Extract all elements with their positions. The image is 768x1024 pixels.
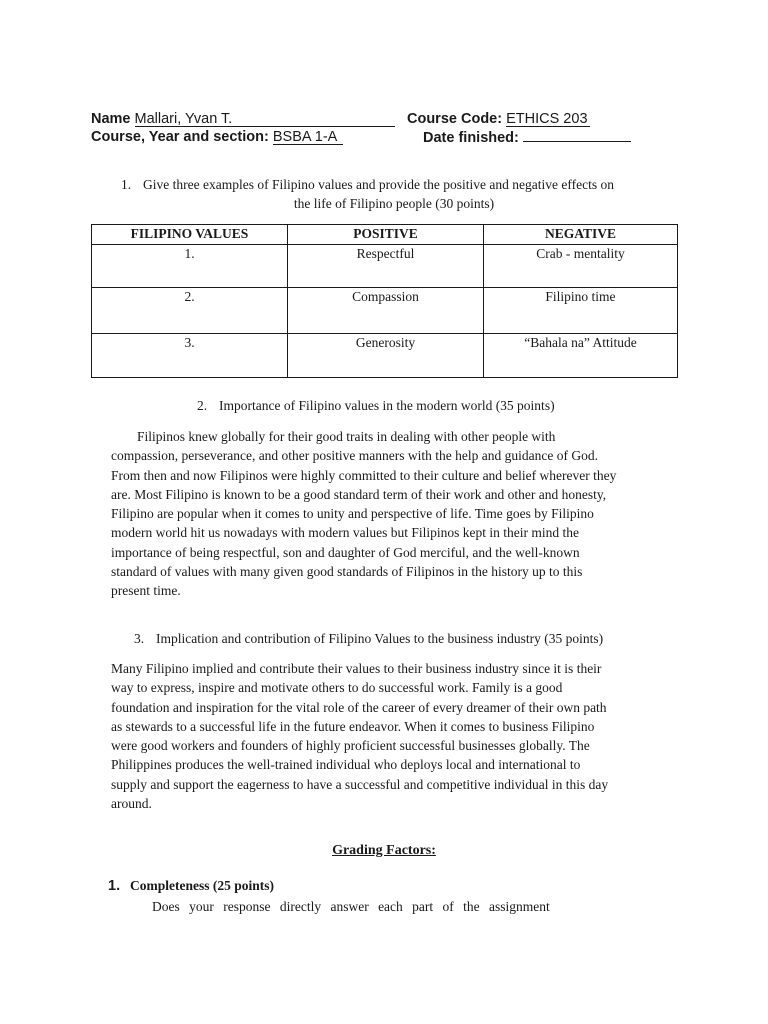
answer-line: modern world hit us nowadays with modern values but Filipinos kept in their mind the bbox=[111, 525, 579, 541]
column-header-values: FILIPINO VALUES bbox=[92, 225, 288, 245]
table-header-row bbox=[92, 225, 678, 245]
criterion-item bbox=[108, 877, 274, 895]
question-2-text: Importance of Filipino values in the modern world (35 points) bbox=[219, 398, 555, 413]
answer-line: way to express, inspire and motivate others to do successful work. Family is a good bbox=[111, 680, 563, 696]
name-value: Mallari, Yvan T. bbox=[135, 112, 395, 127]
table-cell: Filipino time bbox=[484, 288, 678, 334]
answer-line: Many Filipino implied and contribute their values to their business industry since it is their bbox=[111, 661, 602, 676]
criterion-label: Completeness (25 points) bbox=[130, 878, 274, 893]
table-cell: Generosity bbox=[288, 334, 484, 378]
filipino-values-table bbox=[91, 224, 678, 378]
table-cell: 3. bbox=[92, 334, 288, 378]
course-code-label: Course Code: bbox=[407, 111, 503, 127]
question-2 bbox=[197, 398, 555, 414]
answer-line: were good workers and founders of highly proficient successful businesses globally. The bbox=[111, 738, 590, 754]
answer-line: supply and support the eagerness to have a successful and competitive individual in this day bbox=[111, 776, 609, 792]
course-code-field bbox=[407, 111, 590, 127]
table-row bbox=[92, 334, 678, 378]
grading-title-text: Grading Factors: bbox=[332, 843, 436, 858]
table-row bbox=[92, 245, 678, 288]
date-finished-blank bbox=[523, 129, 631, 142]
answer-line: Filipino are popular when it comes to unity and perspective of life. Time goes by Filipino bbox=[111, 506, 594, 522]
question-1-line-2: the life of Filipino people (30 points) bbox=[293, 196, 495, 211]
course-year-label: Course, Year and section: bbox=[91, 129, 269, 145]
table-cell: Crab - mentality bbox=[484, 245, 678, 288]
answer-line: around. bbox=[111, 796, 152, 812]
answer-line: Philippines produces the well-trained individual who deploys local and international to bbox=[111, 757, 581, 773]
question-3-text: Implication and contribution of Filipino Values to the business industry (35 points) bbox=[156, 631, 604, 646]
answer-line: Filipinos knew globally for their good traits in dealing with other people with bbox=[137, 429, 556, 444]
table-cell: 1. bbox=[92, 245, 288, 288]
question-2-answer bbox=[111, 427, 671, 601]
table-row bbox=[92, 288, 678, 334]
criterion-number: 1. bbox=[108, 878, 121, 894]
course-year-field bbox=[91, 129, 343, 145]
table-cell: Compassion bbox=[288, 288, 484, 334]
question-3 bbox=[134, 631, 603, 647]
name-label: Name bbox=[91, 111, 131, 127]
question-1 bbox=[121, 177, 614, 193]
criterion-description: Does your response directly answer each part of the assignment bbox=[152, 899, 550, 914]
table-cell: 2. bbox=[92, 288, 288, 334]
name-field bbox=[91, 111, 395, 127]
answer-line: present time. bbox=[111, 583, 181, 599]
column-header-negative: NEGATIVE bbox=[484, 225, 678, 245]
grading-title bbox=[0, 843, 768, 859]
question-1-number: 1. bbox=[121, 177, 132, 192]
date-finished-label: Date finished: bbox=[423, 130, 519, 146]
answer-line: compassion, perseverance, and other positive manners with the help and guidance of God. bbox=[111, 448, 598, 464]
course-code-value: ETHICS 203 bbox=[506, 111, 588, 127]
question-3-answer bbox=[111, 659, 671, 813]
question-2-number: 2. bbox=[197, 398, 208, 413]
answer-line: standard of values with many given good standards of Filipinos in the history up to this bbox=[111, 564, 583, 580]
question-1-line-1: Give three examples of Filipino values and provide the positive and negative effects on bbox=[143, 177, 614, 192]
column-header-positive: POSITIVE bbox=[288, 225, 484, 245]
course-year-value: BSBA 1-A bbox=[273, 130, 343, 145]
date-finished-field bbox=[423, 129, 631, 146]
table-cell: Respectful bbox=[288, 245, 484, 288]
answer-line: are. Most Filipino is known to be a good standard term of their work and other and honesty, bbox=[111, 486, 607, 502]
answer-line: as stewards to a successful life in the future endeavor. When it comes to business Filipino bbox=[111, 718, 595, 734]
answer-line: foundation and inspiration for the vital role of the career of every dreamer of their own path bbox=[111, 699, 607, 715]
question-3-number: 3. bbox=[134, 631, 145, 646]
table-cell: “Bahala na” Attitude bbox=[484, 334, 678, 378]
answer-line: importance of being respectful, son and daughter of God merciful, and the well-known bbox=[111, 544, 580, 560]
answer-line: From then and now Filipinos were highly committed to their culture and belief wherever they bbox=[111, 467, 617, 483]
